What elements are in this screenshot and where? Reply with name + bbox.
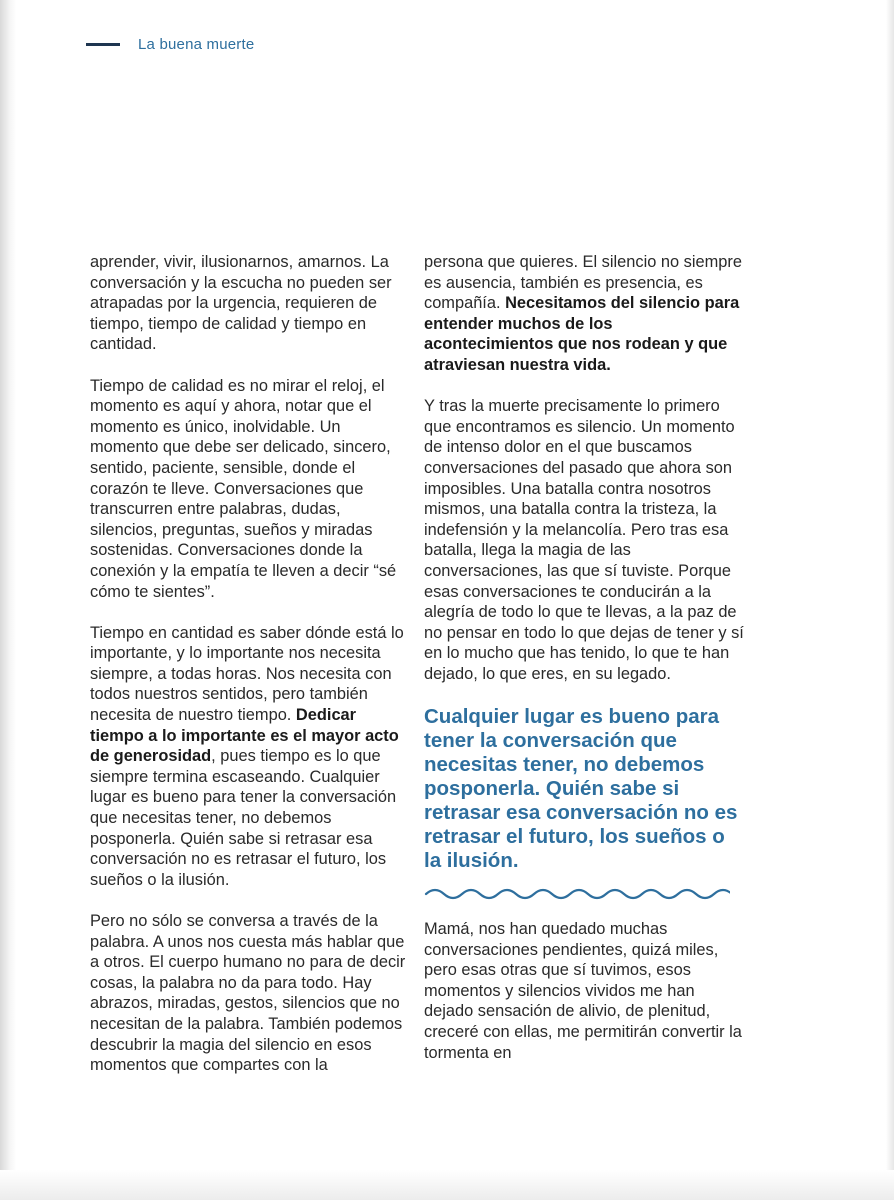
paragraph: [424, 252, 744, 376]
paragraph: aprender, vivir, ilusionarnos, amarnos. La conversación y la escucha no pueden ser atrapadas por la urgencia, requieren de tiempo, tiempo de calidad y tiempo en cantidad.: [90, 253, 392, 354]
bold-emphasis: Necesitamos del silencio para entender muchos de los acontecimientos que nos rodean y que atraviesan nuestra vida.: [424, 294, 740, 374]
paragraph-text: persona que quieres. El silencio no siempre es ausencia, también es presencia, es compañía.: [424, 253, 742, 313]
wave-divider: [424, 887, 730, 901]
paragraph-text: , pues tiempo es lo que siempre termina escaseando. Cualquier lugar es bueno para tener la conversación que necesitas tener, no debemos posponerla. Quién sabe si retrasar esa conversación no es retrasar el futuro, los sueños o la ilusión.: [90, 747, 397, 889]
paragraph: Pero no sólo se conversa a través de la palabra. A unos nos cuesta más hablar que a otros. El cuerpo humano no para de decir cosas, la palabra no da para todo. Hay abrazos, miradas, gestos, silencios que no necesitan de la palabra. También podemos descubrir la magia del silencio en esos momentos que compartes con la: [90, 912, 406, 1075]
paragraph: Tiempo de calidad es no mirar el reloj, el momento es aquí y ahora, notar que el momento es único, inolvidable. Un momento que debe ser delicado, sincero, sentido, paciente, sensible, donde el corazón te lleve. Conversaciones que transcurren entre palabras, dudas, silencios, preguntas, sueños y miradas sostenidas. Conversaciones donde la conexión y la empatía te lleven a decir “sé cómo te sientes”.: [90, 376, 397, 601]
page-edge-shadow-right: [886, 0, 894, 1200]
chapter-title: La buena muerte: [138, 35, 255, 53]
running-header: [86, 34, 254, 54]
bold-emphasis: Dedicar tiempo a lo importante es el mayor acto de generosidad: [90, 706, 399, 766]
page-edge-shadow: [0, 0, 16, 1200]
pull-quote: Cualquier lugar es bueno para tener la conversación que necesitas tener, no debemos posponerla. Quién sabe si retrasar esa conversación no es retrasar el futuro, los sueños o la ilusión.: [424, 705, 738, 873]
paragraph: Mamá, nos han quedado muchas conversaciones pendientes, quizá miles, pero esas otras que sí tuvimos, esos momentos y silencios vividos me han dejado sensación de alivio, de plenitud, creceré con ellas, me permitirán convertir la tormenta en: [424, 920, 742, 1062]
paragraph: Y tras la muerte precisamente lo primero que encontramos es silencio. Un momento de intenso dolor en el que buscamos conversaciones del pasado que ahora son imposibles. Una batalla contra nosotros mismos, una batalla contra la tristeza, la indefensión y la melancolía. Pero tras esa batalla, llega la magia de las conversaciones, las que sí tuviste. Porque esas conversaciones te conducirán a la alegría de todo lo que te llevas, a la paz de no pensar en todo lo que dejas de tener y sí en lo mucho que has tenido, lo que te han dejado, lo que eres, en su legado.: [424, 397, 744, 683]
wave-line: [426, 890, 730, 898]
paragraph: [90, 623, 408, 891]
paragraph-text: Tiempo en cantidad es saber dónde está lo importante, y lo importante nos necesita siempre, a todas horas. Nos necesita con todos nuestros sentidos, pero también necesita de nuestro tiempo.: [90, 623, 404, 725]
header-rule: [86, 43, 120, 46]
page-bottom-edge: [0, 1170, 894, 1200]
right-column: [424, 252, 744, 1063]
left-column: [90, 252, 408, 1076]
